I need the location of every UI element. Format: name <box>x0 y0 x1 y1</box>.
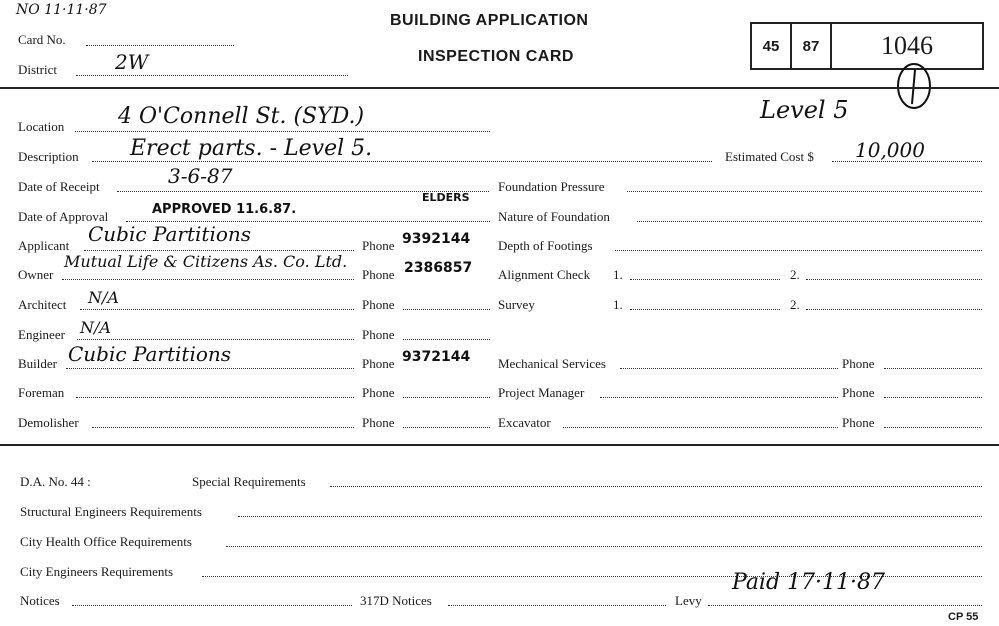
elders-note: ELDERS <box>422 191 470 204</box>
district-label: District <box>18 62 57 77</box>
applicant-value: Cubic Partitions <box>88 222 252 246</box>
depth-footings-label: Depth of Footings <box>498 238 593 253</box>
description-label: Description <box>18 149 79 164</box>
notices-317d-line <box>448 605 666 606</box>
card-no-label: Card No. <box>18 32 66 47</box>
demolisher-phone-label: Phone <box>362 415 395 430</box>
title-line2: INSPECTION CARD <box>418 48 574 65</box>
structural-line <box>238 516 982 517</box>
level-note: Level 5 <box>760 96 849 124</box>
builder-phone-label: Phone <box>362 356 395 371</box>
estimated-cost-value: 10,000 <box>855 138 925 162</box>
architect-label: Architect <box>18 297 67 312</box>
excavator-label: Excavator <box>498 415 551 430</box>
foreman-label: Foreman <box>18 385 65 400</box>
builder-line <box>66 368 354 369</box>
levy-line <box>708 605 982 606</box>
owner-value: Mutual Life & Citizens As. Co. Ltd. <box>64 252 348 271</box>
body-divider <box>0 444 999 446</box>
survey-num1: 1. <box>613 297 623 312</box>
alignment-num2: 2. <box>790 267 800 282</box>
survey-num2: 2. <box>790 297 800 312</box>
engineer-phone-label: Phone <box>362 327 395 342</box>
architect-line <box>80 309 354 310</box>
date-approval-label: Date of Approval <box>18 209 109 224</box>
project-manager-line <box>600 397 838 398</box>
demolisher-phone-line <box>403 427 490 428</box>
builder-value: Cubic Partitions <box>68 342 232 366</box>
title-line1: BUILDING APPLICATION <box>390 12 589 29</box>
engineer-value: N/A <box>80 318 111 337</box>
mechanical-line <box>620 368 838 369</box>
applicant-label: Applicant <box>18 238 70 253</box>
notices-line <box>72 605 352 606</box>
excavator-phone-label: Phone <box>842 415 875 430</box>
date-approval-value: APPROVED 11.6.87. <box>152 202 297 217</box>
estimated-cost-label: Estimated Cost $ <box>725 149 814 164</box>
owner-label: Owner <box>18 267 54 282</box>
foreman-line <box>76 397 354 398</box>
city-eng-label: City Engineers Requirements <box>20 564 174 579</box>
alignment-num1: 1. <box>613 267 623 282</box>
owner-phone-label: Phone <box>362 267 395 282</box>
district-line <box>76 75 348 76</box>
foreman-phone-line <box>403 397 490 398</box>
district-value: 2W <box>115 50 149 74</box>
engineer-line <box>77 339 354 340</box>
health-line <box>226 546 982 547</box>
depth-footings-line <box>615 250 982 251</box>
foreman-phone-label: Phone <box>362 385 395 400</box>
alignment-check-label: Alignment Check <box>498 267 591 282</box>
card-no-line <box>86 45 234 46</box>
survey-line1 <box>630 309 780 310</box>
owner-phone-value: 2386857 <box>404 260 473 276</box>
applicant-line <box>84 250 354 251</box>
card-box-2: 87 <box>790 22 832 70</box>
engineer-phone-line <box>403 339 490 340</box>
date-receipt-value: 3-6-87 <box>168 164 233 188</box>
nature-foundation-line <box>637 221 982 222</box>
survey-label: Survey <box>498 297 535 312</box>
special-req-label: Special Requirements <box>192 474 306 489</box>
survey-line2 <box>806 309 982 310</box>
excavator-phone-line <box>884 427 982 428</box>
project-manager-label: Project Manager <box>498 385 585 400</box>
location-label: Location <box>18 119 65 134</box>
special-req-line <box>330 486 982 487</box>
date-receipt-label: Date of Receipt <box>18 179 100 194</box>
mechanical-label: Mechanical Services <box>498 356 606 371</box>
builder-label: Builder <box>18 356 57 371</box>
demolisher-line <box>92 427 354 428</box>
nature-foundation-label: Nature of Foundation <box>498 209 610 224</box>
header-divider <box>0 87 999 89</box>
owner-line <box>62 279 354 280</box>
architect-value: N/A <box>88 288 119 307</box>
form-code: CP 55 <box>948 611 979 623</box>
applicant-phone-label: Phone <box>362 238 395 253</box>
notices-317d-label: 317D Notices <box>360 593 432 608</box>
location-line <box>75 131 490 132</box>
architect-phone-line <box>403 309 490 310</box>
card-box-number: 1046 <box>830 22 984 70</box>
foundation-pressure-label: Foundation Pressure <box>498 179 605 194</box>
applicant-phone-value: 9392144 <box>402 231 471 247</box>
location-value: 4 O'Connell St. (SYD.) <box>118 104 365 129</box>
alignment-line2 <box>806 279 982 280</box>
builder-phone-value: 9372144 <box>402 349 471 365</box>
alignment-line1 <box>630 279 780 280</box>
levy-label: Levy <box>675 593 702 608</box>
card-box-1: 45 <box>750 22 792 70</box>
engineer-label: Engineer <box>18 327 65 342</box>
description-line <box>92 161 712 162</box>
architect-phone-label: Phone <box>362 297 395 312</box>
mechanical-phone-label: Phone <box>842 356 875 371</box>
card-no-note: NO 11·11·87 <box>16 2 107 18</box>
health-label: City Health Office Requirements <box>20 534 192 549</box>
project-manager-phone-label: Phone <box>842 385 875 400</box>
structural-label: Structural Engineers Requirements <box>20 504 202 519</box>
demolisher-label: Demolisher <box>18 415 79 430</box>
foundation-pressure-line <box>627 191 982 192</box>
notices-label: Notices <box>20 593 60 608</box>
project-manager-phone-line <box>884 397 982 398</box>
description-value: Erect parts. - Level 5. <box>130 136 373 161</box>
levy-value: Paid 17·11·87 <box>732 570 886 595</box>
da-no-label: D.A. No. 44 : <box>20 474 91 489</box>
excavator-line <box>563 427 838 428</box>
mechanical-phone-line <box>884 368 982 369</box>
